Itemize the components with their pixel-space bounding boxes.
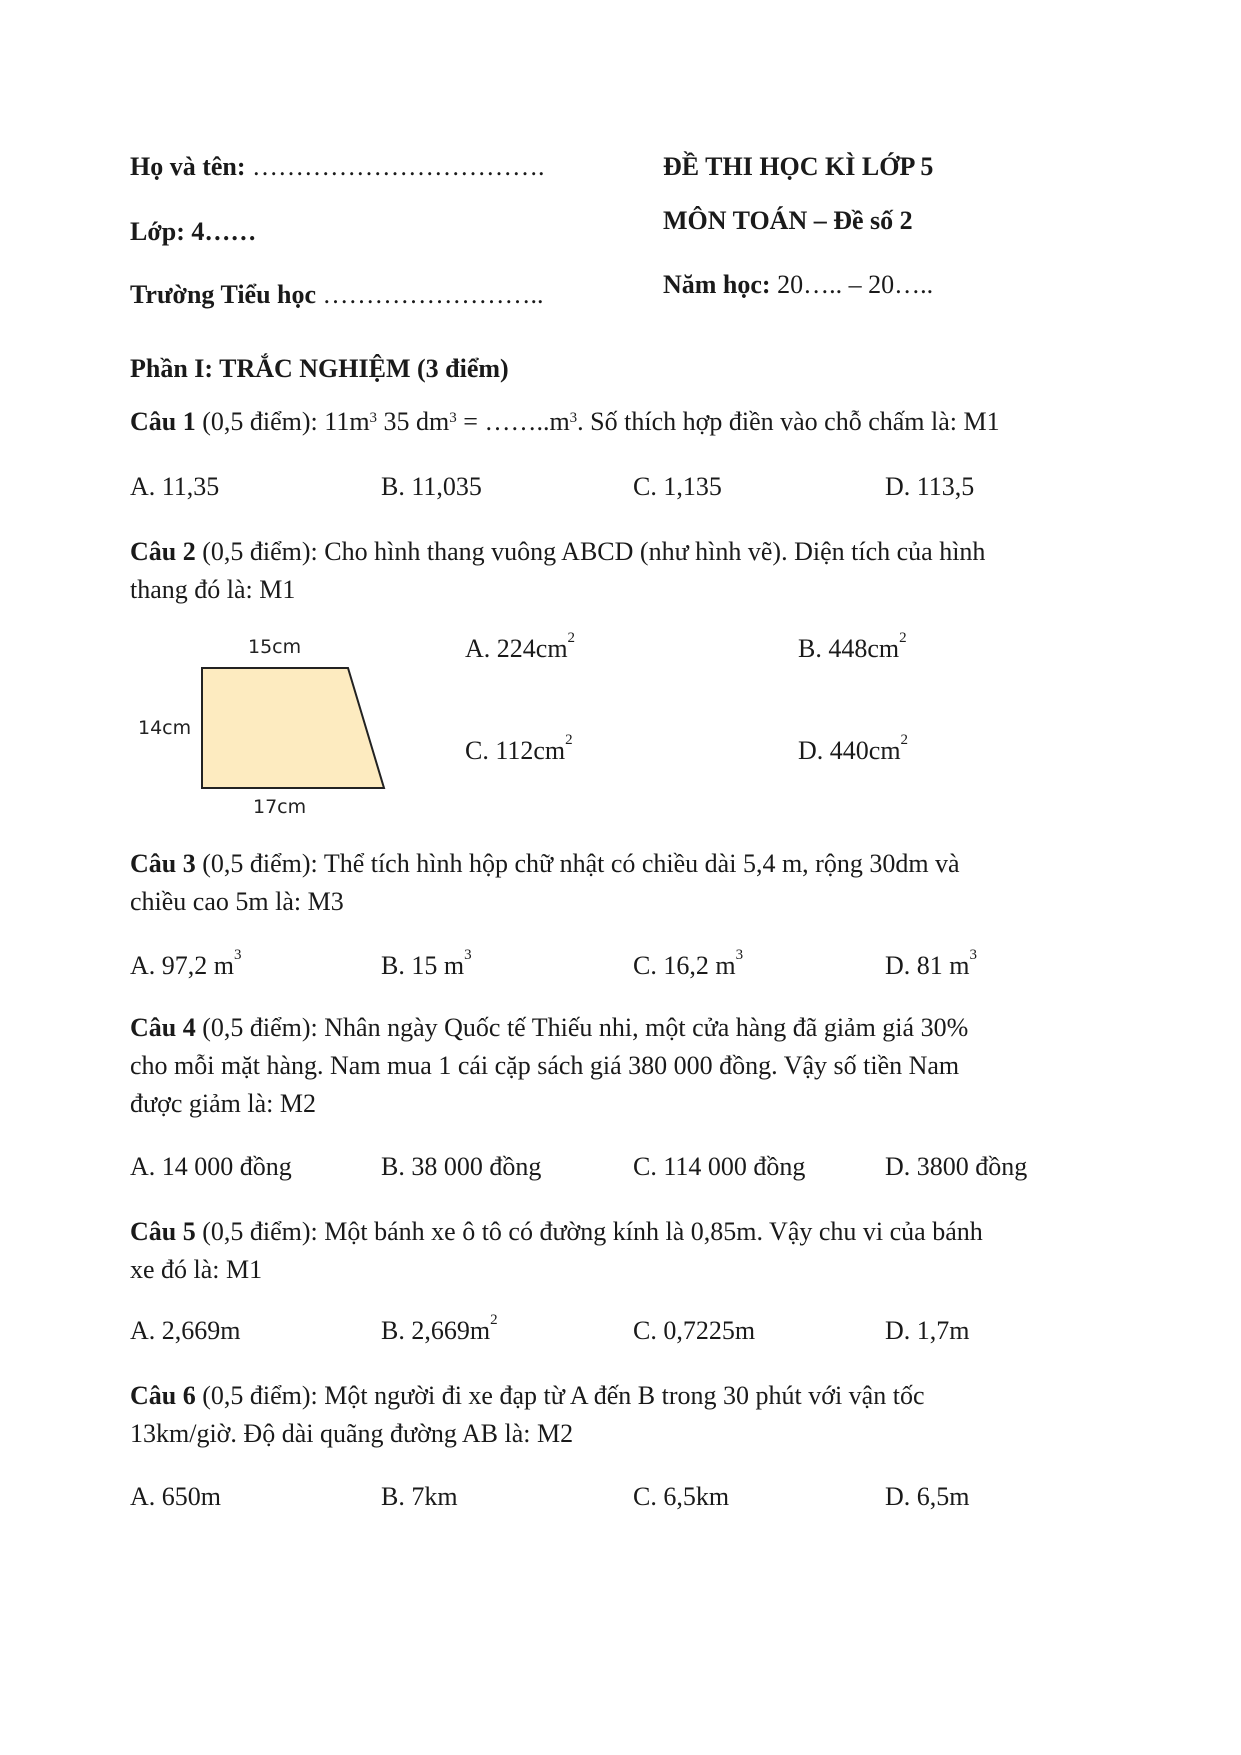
trapezoid-figure bbox=[130, 628, 410, 818]
question-points: (0,5 điểm): bbox=[202, 407, 318, 436]
year-label: Năm học: bbox=[663, 270, 771, 299]
q1-option-d[interactable]: D. 113,5 bbox=[885, 472, 975, 501]
left-side-label: 14cm bbox=[138, 717, 192, 739]
question-points: (0,5 điểm): bbox=[202, 1217, 318, 1246]
question-text: Cho hình thang vuông ABCD (như hình vẽ). Diện tích của hình bbox=[324, 537, 986, 566]
q3-option-a[interactable] bbox=[130, 947, 242, 981]
school-label: Trường Tiểu học bbox=[130, 280, 317, 309]
option-text: A. 224cm bbox=[465, 634, 568, 663]
q1-text-d: . Số thích hợp điền vào chỗ chấm là: M1 bbox=[577, 407, 1000, 436]
subject-title: MÔN TOÁN – Đề số 2 bbox=[663, 206, 913, 235]
question-points: (0,5 điểm): bbox=[202, 1381, 318, 1410]
exam-title: ĐỀ THI HỌC KÌ LỚP 5 bbox=[663, 152, 934, 181]
question-points: (0,5 điểm): bbox=[202, 1013, 318, 1042]
q1-sup-c: 3 bbox=[569, 410, 578, 426]
q2-option-a[interactable] bbox=[465, 630, 576, 664]
question-4-line2: cho mỗi mặt hàng. Nam mua 1 cái cặp sách giá 380 000 đồng. Vậy số tiền Nam bbox=[130, 1051, 960, 1080]
q2-option-c[interactable] bbox=[465, 732, 573, 766]
trapezoid-shape bbox=[202, 668, 384, 788]
q5-option-d[interactable] bbox=[885, 1316, 970, 1346]
option-sup: 2 bbox=[565, 732, 573, 748]
q2-option-b[interactable] bbox=[798, 630, 907, 664]
q1-option-b[interactable]: B. 11,035 bbox=[381, 472, 482, 501]
q6-option-b[interactable]: B. 7km bbox=[381, 1482, 458, 1511]
option-text: D. 440cm bbox=[798, 736, 901, 765]
q1-sup-a: 3 bbox=[369, 410, 378, 426]
option-sup: 2 bbox=[490, 1312, 498, 1328]
question-5-line2: xe đó là: M1 bbox=[130, 1255, 263, 1284]
q3-option-b[interactable] bbox=[381, 947, 472, 981]
option-text: B. 2,669m bbox=[381, 1316, 491, 1345]
q1-sup-b: 3 bbox=[449, 410, 457, 426]
option-sup: 3 bbox=[234, 947, 242, 963]
option-text: A. 97,2 m bbox=[130, 951, 234, 980]
school-year-line bbox=[663, 270, 933, 300]
q1-option-a[interactable]: A. 11,35 bbox=[130, 472, 220, 501]
class-value: 4…… bbox=[191, 217, 257, 246]
option-sup: 2 bbox=[567, 630, 576, 646]
question-4-line3: được giảm là: M2 bbox=[130, 1089, 316, 1118]
question-text: Một bánh xe ô tô có đường kính là 0,85m. Vậy chu vi của bánh bbox=[324, 1217, 983, 1246]
q5-option-c[interactable] bbox=[633, 1316, 755, 1346]
q1-text-a: 11m bbox=[324, 407, 370, 436]
question-5 bbox=[130, 1214, 983, 1250]
q4-option-c[interactable]: C. 114 000 đồng bbox=[633, 1152, 806, 1181]
option-sup: 2 bbox=[899, 630, 907, 646]
student-name-line bbox=[130, 152, 545, 182]
question-label: Câu 5 bbox=[130, 1217, 196, 1246]
q3-option-c[interactable] bbox=[633, 947, 744, 981]
name-label: Họ và tên: bbox=[130, 152, 246, 181]
question-text: Một người đi xe đạp từ A đến B trong 30 phút với vận tốc bbox=[324, 1381, 925, 1410]
question-points: (0,5 điểm): bbox=[202, 849, 318, 878]
question-points: (0,5 điểm): bbox=[202, 537, 318, 566]
option-text: C. 112cm bbox=[465, 736, 566, 765]
question-text: Thể tích hình hộp chữ nhật có chiều dài 5,4 m, rộng 30dm và bbox=[323, 849, 960, 878]
q4-option-b[interactable]: B. 38 000 đồng bbox=[381, 1152, 542, 1181]
question-3-line2: chiều cao 5m là: M3 bbox=[130, 887, 344, 916]
option-text: B. 15 m bbox=[381, 951, 465, 980]
school-dots: …………………….. bbox=[322, 280, 544, 309]
question-6-line2: 13km/giờ. Độ dài quãng đường AB là: M2 bbox=[130, 1419, 574, 1448]
question-label: Câu 3 bbox=[130, 849, 196, 878]
q4-option-a[interactable]: A. 14 000 đồng bbox=[130, 1152, 292, 1181]
question-2 bbox=[130, 534, 985, 570]
option-text: A. 2,669m bbox=[130, 1316, 241, 1345]
option-sup: 3 bbox=[735, 947, 744, 963]
year-value: 20….. – 20….. bbox=[777, 270, 934, 299]
question-label: Câu 1 bbox=[130, 407, 196, 436]
bottom-side-label: 17cm bbox=[253, 796, 307, 818]
section-title: Phần I: TRẮC NGHIỆM (3 điểm) bbox=[130, 354, 509, 383]
option-text: D. 81 m bbox=[885, 951, 970, 980]
q6-option-c[interactable]: C. 6,5km bbox=[633, 1482, 730, 1511]
class-label: Lớp: bbox=[130, 217, 185, 246]
question-label: Câu 2 bbox=[130, 537, 196, 566]
q5-option-a[interactable] bbox=[130, 1316, 241, 1346]
q6-option-d[interactable]: D. 6,5m bbox=[885, 1482, 970, 1511]
option-text: B. 448cm bbox=[798, 634, 900, 663]
q2-option-d[interactable] bbox=[798, 732, 909, 766]
question-label: Câu 6 bbox=[130, 1381, 196, 1410]
q1-text-b: 35 dm bbox=[383, 407, 450, 436]
option-text: C. 0,7225m bbox=[633, 1316, 756, 1345]
q5-option-b[interactable] bbox=[381, 1312, 498, 1346]
option-sup: 3 bbox=[464, 947, 472, 963]
question-label: Câu 4 bbox=[130, 1013, 196, 1042]
question-2-line2: thang đó là: M1 bbox=[130, 575, 296, 604]
q1-option-c[interactable]: C. 1,135 bbox=[633, 472, 722, 501]
option-sup: 2 bbox=[900, 732, 909, 748]
option-sup: 3 bbox=[969, 947, 977, 963]
question-6 bbox=[130, 1378, 924, 1414]
question-4 bbox=[130, 1010, 968, 1046]
question-1 bbox=[130, 404, 1000, 440]
q3-option-d[interactable] bbox=[885, 947, 977, 981]
name-dots: ……………………………. bbox=[252, 152, 545, 181]
question-3 bbox=[130, 846, 960, 882]
student-class-line bbox=[130, 217, 256, 247]
option-text: D. 1,7m bbox=[885, 1316, 970, 1345]
question-text: Nhân ngày Quốc tế Thiếu nhi, một cửa hàng đã giảm giá 30% bbox=[324, 1013, 969, 1042]
q6-option-a[interactable]: A. 650m bbox=[130, 1482, 221, 1511]
top-side-label: 15cm bbox=[248, 636, 302, 658]
q1-text-c: = ……..m bbox=[463, 407, 570, 436]
student-school-line bbox=[130, 280, 544, 310]
q4-option-d[interactable]: D. 3800 đồng bbox=[885, 1152, 1028, 1181]
option-text: C. 16,2 m bbox=[633, 951, 736, 980]
